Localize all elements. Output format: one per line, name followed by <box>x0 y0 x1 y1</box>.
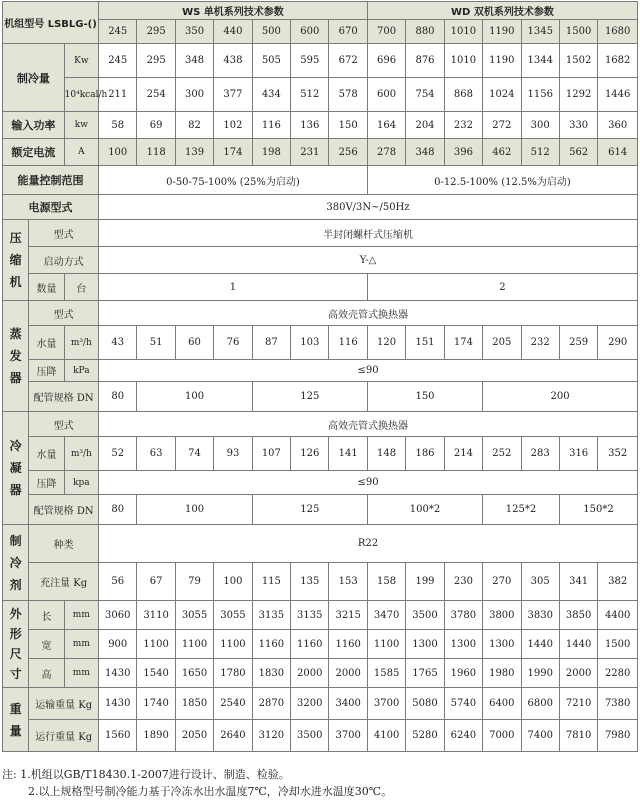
model-cell: 1500 <box>559 20 597 44</box>
length-cell: 3215 <box>329 601 367 630</box>
length-cell: 3800 <box>483 601 521 630</box>
width-cell: 1300 <box>406 630 444 659</box>
power-cell: 102 <box>214 112 252 139</box>
current-cell: 562 <box>559 139 597 166</box>
cooling-kcal-cell: 377 <box>214 78 252 112</box>
ship-weight-cell: 3200 <box>291 688 329 720</box>
power-cell: 330 <box>559 112 597 139</box>
current-cell: 462 <box>483 139 521 166</box>
power-cell: 300 <box>521 112 559 139</box>
width-cell: 1300 <box>483 630 521 659</box>
condenser-flow-label: 水量 <box>29 437 64 471</box>
width-cell: 1160 <box>291 630 329 659</box>
power-cell: 232 <box>444 112 482 139</box>
cond-flow-cell: 148 <box>367 437 405 471</box>
cond-flow-cell: 141 <box>329 437 367 471</box>
cond-pipe-cell: 100*2 <box>367 495 482 525</box>
width-label: 宽 <box>29 630 64 659</box>
run-weight-cell: 6240 <box>444 720 482 752</box>
charge-cell: 382 <box>598 563 638 601</box>
run-weight-cell: 7400 <box>521 720 559 752</box>
current-cell: 256 <box>329 139 367 166</box>
evap-flow-cell: 103 <box>291 326 329 360</box>
cond-flow-cell: 352 <box>598 437 638 471</box>
compressor-qty-ws: 1 <box>99 274 368 301</box>
cooling-kw-cell: 1190 <box>483 44 521 78</box>
input-power-label: 输入功率 <box>3 112 65 139</box>
length-cell: 3055 <box>214 601 252 630</box>
height-cell: 1430 <box>99 659 137 688</box>
cond-flow-cell: 93 <box>214 437 252 471</box>
run-weight-cell: 1560 <box>99 720 137 752</box>
width-cell: 1160 <box>329 630 367 659</box>
width-cell: 1500 <box>598 630 638 659</box>
spec-table <box>2 1 638 752</box>
evap-flow-cell: 290 <box>598 326 638 360</box>
evap-pipe-cell: 100 <box>137 382 252 412</box>
cooling-kw-cell: 1502 <box>559 44 597 78</box>
charge-cell: 56 <box>99 563 137 601</box>
model-label: 机组型号 LSBLG-() <box>3 2 99 44</box>
evap-pipe-cell: 150 <box>367 382 482 412</box>
compressor-qty-wd: 2 <box>367 274 637 301</box>
evaporator-type-label: 型式 <box>29 301 99 326</box>
wd-series-title: WD 双机系列技术参数 <box>367 2 637 20</box>
run-weight-cell: 7810 <box>559 720 597 752</box>
model-cell: 500 <box>252 20 290 44</box>
run-weight-cell: 2640 <box>214 720 252 752</box>
ship-weight-cell: 5740 <box>444 688 482 720</box>
length-cell: 3500 <box>406 601 444 630</box>
ship-weight-cell: 1430 <box>99 688 137 720</box>
evaporator-drop-unit: kPa <box>64 360 98 382</box>
evap-pipe-cell: 80 <box>99 382 137 412</box>
ship-weight-cell: 7380 <box>598 688 638 720</box>
model-cell: 440 <box>214 20 252 44</box>
evap-flow-cell: 259 <box>559 326 597 360</box>
cooling-kcal-cell: 512 <box>291 78 329 112</box>
model-cell: 880 <box>406 20 444 44</box>
model-cell: 295 <box>137 20 175 44</box>
height-label: 高 <box>29 659 64 688</box>
compressor-qty-label: 数量 <box>29 274 64 301</box>
unit-kcal: 10⁴kcal/h <box>64 78 98 112</box>
unit-current: A <box>64 139 98 166</box>
current-cell: 139 <box>175 139 213 166</box>
cond-flow-cell: 214 <box>444 437 482 471</box>
cond-pipe-cell: 150*2 <box>559 495 637 525</box>
cooling-kw-cell: 348 <box>175 44 213 78</box>
height-cell: 2000 <box>559 659 597 688</box>
power-cell: 360 <box>598 112 638 139</box>
power-cell: 150 <box>329 112 367 139</box>
evap-flow-cell: 51 <box>137 326 175 360</box>
dimensions-section-label: 外 形 尺 寸 <box>3 601 29 688</box>
run-weight-cell: 2050 <box>175 720 213 752</box>
compressor-start-value: Y-△ <box>99 247 638 274</box>
current-cell: 231 <box>291 139 329 166</box>
ship-weight-cell: 1850 <box>175 688 213 720</box>
charge-cell: 230 <box>444 563 482 601</box>
footnote-2: 2.以上规格型号制冷能力基于冷冻水出水温度7℃，冷却水进水温度30℃。 <box>28 785 393 798</box>
length-unit: mm <box>64 601 98 630</box>
ship-weight-cell: 3400 <box>329 688 367 720</box>
evap-flow-cell: 120 <box>367 326 405 360</box>
height-cell: 1830 <box>252 659 290 688</box>
condenser-pipe-label: 配管规格 DN <box>29 495 99 525</box>
model-cell: 350 <box>175 20 213 44</box>
spec-sheet <box>2 1 638 752</box>
capacity-control-wd: 0-12.5-100% (12.5%为启动) <box>367 166 637 195</box>
power-cell: 164 <box>367 112 405 139</box>
ship-weight-cell: 2540 <box>214 688 252 720</box>
evap-pipe-cell: 200 <box>483 382 638 412</box>
model-cell: 245 <box>99 20 137 44</box>
cooling-kw-cell: 595 <box>291 44 329 78</box>
cooling-kcal-cell: 300 <box>175 78 213 112</box>
cooling-kw-cell: 876 <box>406 44 444 78</box>
power-supply-label: 电源型式 <box>3 195 99 220</box>
model-cell: 1345 <box>521 20 559 44</box>
width-cell: 1100 <box>367 630 405 659</box>
height-cell: 2000 <box>329 659 367 688</box>
cond-flow-cell: 63 <box>137 437 175 471</box>
condenser-type-value: 高效壳管式换热器 <box>99 412 638 437</box>
charge-cell: 341 <box>559 563 597 601</box>
evap-pipe-cell: 125 <box>252 382 367 412</box>
model-number-row <box>3 20 638 44</box>
height-cell: 2000 <box>291 659 329 688</box>
cooling-kw-cell: 505 <box>252 44 290 78</box>
power-cell: 136 <box>291 112 329 139</box>
ship-weight-cell: 6400 <box>483 688 521 720</box>
model-cell: 700 <box>367 20 405 44</box>
unit-kw: Kw <box>64 44 98 78</box>
footnotes <box>2 766 392 800</box>
charge-cell: 305 <box>521 563 559 601</box>
run-weight-cell: 3120 <box>252 720 290 752</box>
height-cell: 1990 <box>521 659 559 688</box>
height-cell: 1960 <box>444 659 482 688</box>
evap-flow-cell: 151 <box>406 326 444 360</box>
length-label: 长 <box>29 601 64 630</box>
evaporator-drop-value: ≤90 <box>99 360 638 382</box>
ws-series-title: WS 单机系列技术参数 <box>99 2 368 20</box>
cooling-kcal-cell: 1156 <box>521 78 559 112</box>
cooling-kcal-cell: 600 <box>367 78 405 112</box>
current-cell: 118 <box>137 139 175 166</box>
model-cell: 600 <box>291 20 329 44</box>
power-supply-value: 380V/3N~/50Hz <box>99 195 638 220</box>
weight-section-label: 重 量 <box>3 688 29 752</box>
height-cell: 1540 <box>137 659 175 688</box>
current-cell: 278 <box>367 139 405 166</box>
condenser-section-label: 冷 凝 器 <box>3 412 29 525</box>
width-unit: mm <box>64 630 98 659</box>
ship-weight-cell: 2870 <box>252 688 290 720</box>
length-cell: 3060 <box>99 601 137 630</box>
cooling-kw-cell: 1010 <box>444 44 482 78</box>
unit-power: kw <box>64 112 98 139</box>
cond-flow-cell: 252 <box>483 437 521 471</box>
ship-weight-cell: 3700 <box>367 688 405 720</box>
condenser-type-label: 型式 <box>29 412 99 437</box>
condenser-flow-unit: m³/h <box>64 437 98 471</box>
cond-flow-cell: 283 <box>521 437 559 471</box>
cooling-kcal-cell: 578 <box>329 78 367 112</box>
width-cell: 1100 <box>214 630 252 659</box>
evaporator-type-value: 高效壳管式换热器 <box>99 301 638 326</box>
power-cell: 204 <box>406 112 444 139</box>
evaporator-flow-label: 水量 <box>29 326 64 360</box>
cooling-kcal-cell: 1024 <box>483 78 521 112</box>
current-cell: 100 <box>99 139 137 166</box>
current-cell: 512 <box>521 139 559 166</box>
charge-cell: 79 <box>175 563 213 601</box>
cond-flow-cell: 52 <box>99 437 137 471</box>
current-cell: 614 <box>598 139 638 166</box>
refrigerant-section-label: 制 冷 剂 <box>3 525 29 601</box>
width-cell: 1100 <box>175 630 213 659</box>
current-cell: 174 <box>214 139 252 166</box>
capacity-control-ws: 0-50-75-100% (25%为启动) <box>99 166 368 195</box>
cooling-kw-cell: 672 <box>329 44 367 78</box>
charge-cell: 158 <box>367 563 405 601</box>
cond-flow-cell: 126 <box>291 437 329 471</box>
height-cell: 2280 <box>598 659 638 688</box>
charge-cell: 67 <box>137 563 175 601</box>
ship-weight-cell: 5080 <box>406 688 444 720</box>
evap-flow-cell: 43 <box>99 326 137 360</box>
length-cell: 4400 <box>598 601 638 630</box>
height-cell: 1980 <box>483 659 521 688</box>
evaporator-section-label: 蒸 发 器 <box>3 301 29 412</box>
charge-cell: 270 <box>483 563 521 601</box>
cond-flow-cell: 316 <box>559 437 597 471</box>
width-cell: 900 <box>99 630 137 659</box>
cooling-kw-cell: 295 <box>137 44 175 78</box>
charge-cell: 115 <box>252 563 290 601</box>
current-cell: 396 <box>444 139 482 166</box>
condenser-drop-unit: kpa <box>64 471 98 495</box>
capacity-control-label: 能量控制范围 <box>3 166 99 195</box>
length-cell: 3780 <box>444 601 482 630</box>
charge-cell: 100 <box>214 563 252 601</box>
model-cell: 670 <box>329 20 367 44</box>
run-weight-cell: 7980 <box>598 720 638 752</box>
model-cell: 1010 <box>444 20 482 44</box>
run-weight-cell: 3700 <box>329 720 367 752</box>
cooling-kcal-cell: 211 <box>99 78 137 112</box>
evaporator-pipe-label: 配管规格 DN <box>29 382 99 412</box>
operating-weight-label: 运行重量 Kg <box>29 720 99 752</box>
compressor-qty-unit: 台 <box>64 274 98 301</box>
length-cell: 3135 <box>252 601 290 630</box>
cond-pipe-cell: 100 <box>137 495 252 525</box>
height-cell: 1585 <box>367 659 405 688</box>
cooling-kcal-cell: 1292 <box>559 78 597 112</box>
height-cell: 1780 <box>214 659 252 688</box>
condenser-drop-label: 压降 <box>29 471 64 495</box>
evap-flow-cell: 116 <box>329 326 367 360</box>
run-weight-cell: 7000 <box>483 720 521 752</box>
height-unit: mm <box>64 659 98 688</box>
cond-flow-cell: 186 <box>406 437 444 471</box>
model-cell: 1190 <box>483 20 521 44</box>
length-cell: 3470 <box>367 601 405 630</box>
refrigerant-kind-value: R22 <box>99 525 638 563</box>
shipping-weight-label: 运输重量 Kg <box>29 688 99 720</box>
run-weight-cell: 5280 <box>406 720 444 752</box>
run-weight-cell: 1890 <box>137 720 175 752</box>
compressor-type-value: 半封闭螺杆式压缩机 <box>99 220 638 247</box>
ship-weight-cell: 1740 <box>137 688 175 720</box>
current-cell: 198 <box>252 139 290 166</box>
condenser-drop-value: ≤90 <box>99 471 638 495</box>
length-cell: 3850 <box>559 601 597 630</box>
height-cell: 1650 <box>175 659 213 688</box>
run-weight-cell: 4100 <box>367 720 405 752</box>
evap-flow-cell: 205 <box>483 326 521 360</box>
power-cell: 69 <box>137 112 175 139</box>
compressor-section-label: 压 缩 机 <box>3 220 29 301</box>
refrigerant-kind-label: 种类 <box>29 525 99 563</box>
evap-flow-cell: 174 <box>444 326 482 360</box>
cond-pipe-cell: 125 <box>252 495 367 525</box>
charge-cell: 135 <box>291 563 329 601</box>
compressor-start-label: 启动方式 <box>29 247 99 274</box>
length-cell: 3110 <box>137 601 175 630</box>
current-cell: 348 <box>406 139 444 166</box>
power-cell: 58 <box>99 112 137 139</box>
power-cell: 116 <box>252 112 290 139</box>
cooling-kw-cell: 1344 <box>521 44 559 78</box>
length-cell: 3830 <box>521 601 559 630</box>
width-cell: 1440 <box>521 630 559 659</box>
cooling-kcal-cell: 434 <box>252 78 290 112</box>
ship-weight-cell: 7210 <box>559 688 597 720</box>
cooling-kw-cell: 696 <box>367 44 405 78</box>
length-cell: 3055 <box>175 601 213 630</box>
cooling-kcal-cell: 254 <box>137 78 175 112</box>
cooling-kcal-cell: 754 <box>406 78 444 112</box>
cond-pipe-cell: 125*2 <box>483 495 560 525</box>
refrigerant-charge-label: 充注量 Kg <box>29 563 99 601</box>
evaporator-flow-unit: m³/h <box>64 326 98 360</box>
evap-flow-cell: 87 <box>252 326 290 360</box>
cond-pipe-cell: 80 <box>99 495 137 525</box>
width-cell: 1100 <box>137 630 175 659</box>
footnote-1: 注: 1.机组以GB/T18430.1-2007进行设计、制造、检验。 <box>2 768 290 781</box>
charge-cell: 199 <box>406 563 444 601</box>
run-weight-cell: 3500 <box>291 720 329 752</box>
cooling-kw-cell: 438 <box>214 44 252 78</box>
evap-flow-cell: 232 <box>521 326 559 360</box>
height-cell: 1765 <box>406 659 444 688</box>
width-cell: 1160 <box>252 630 290 659</box>
cond-flow-cell: 107 <box>252 437 290 471</box>
charge-cell: 153 <box>329 563 367 601</box>
model-cell: 1680 <box>598 20 638 44</box>
cooling-kcal-cell: 1446 <box>598 78 638 112</box>
cooling-kw-cell: 245 <box>99 44 137 78</box>
power-cell: 272 <box>483 112 521 139</box>
cond-flow-cell: 74 <box>175 437 213 471</box>
evap-flow-cell: 60 <box>175 326 213 360</box>
length-cell: 3135 <box>291 601 329 630</box>
width-cell: 1300 <box>444 630 482 659</box>
compressor-type-label: 型式 <box>29 220 99 247</box>
evaporator-drop-label: 压降 <box>29 360 64 382</box>
width-cell: 1440 <box>559 630 597 659</box>
power-cell: 82 <box>175 112 213 139</box>
cooling-capacity-label: 制冷量 <box>3 44 65 112</box>
cooling-kcal-cell: 868 <box>444 78 482 112</box>
evap-flow-cell: 76 <box>214 326 252 360</box>
cooling-kw-cell: 1682 <box>598 44 638 78</box>
ship-weight-cell: 6800 <box>521 688 559 720</box>
rated-current-label: 额定电流 <box>3 139 65 166</box>
